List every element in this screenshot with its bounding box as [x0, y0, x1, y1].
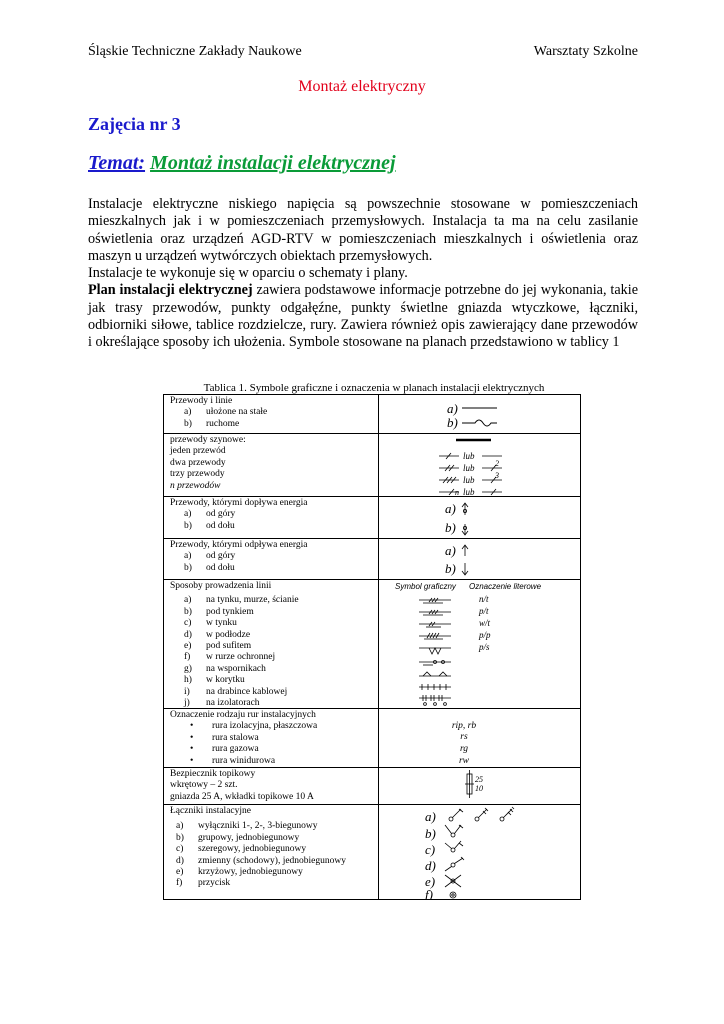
svg-text:25: 25: [475, 775, 483, 784]
svg-text:lub: lub: [463, 463, 475, 473]
sym-label: a): [447, 401, 458, 416]
svg-text:rs: rs: [460, 732, 468, 742]
row-supply-in: Przewody, którymi dopływa energia a) od góry b) od dołu a) b): [164, 497, 580, 539]
row-conductors: Przewody i linie a) ułożone na stałe b) ruchome a) b): [164, 395, 580, 434]
svg-text:n/t: n/t: [479, 594, 489, 604]
svg-text:w/t: w/t: [479, 618, 491, 628]
svg-text:n: n: [455, 488, 459, 496]
paragraph-2: Instalacje te wykonuje się w oparciu o schematy i plany.: [88, 265, 408, 282]
svg-text:a): a): [445, 543, 456, 558]
svg-text:Oznaczenie literowe: Oznaczenie literowe: [469, 582, 542, 591]
cell-title: Bezpiecznik topikowy: [170, 769, 256, 779]
svg-text:rg: rg: [459, 744, 469, 754]
topic-heading: [88, 152, 396, 175]
subject-title: Montaż elektryczny: [298, 78, 426, 95]
cell-title: przewody szynowe:: [170, 435, 246, 445]
topic-text: Montaż instalacji elektrycznej: [150, 152, 396, 174]
cell-title: Oznaczenie rodzaju rur instalacyjnych: [170, 710, 316, 720]
svg-text:e): e): [425, 874, 436, 889]
svg-text:2: 2: [495, 459, 499, 468]
plan-rest: zawiera podstawowe informacje potrzebne do jej wykonania, takie jak trasy przewodów, punkty odgałęźne, punkty świetlne gniazda wtyczkowe, łączniki, odbiorniki siłowe, tablice rozdzielcze, rury. Zawiera również opis zawierający dane przewodów i określające sposoby ich ułożenia. Symbole stosowane na planach przedstawiono w tablicy 1: [88, 282, 639, 351]
cell-title: Przewody, którymi odpływa energia: [170, 540, 308, 550]
busbar-symbols: [379, 434, 579, 496]
topic-label: Temat:: [88, 152, 146, 174]
svg-text:b): b): [445, 520, 456, 535]
switch-symbols: [379, 805, 579, 899]
cell-title: Przewody, którymi dopływa energia: [170, 498, 308, 508]
supply-in-symbols: [379, 497, 579, 538]
svg-text:p/s: p/s: [479, 642, 490, 652]
paragraph-plan: [88, 282, 638, 351]
sym-label: b): [447, 415, 458, 430]
svg-text:p/t: p/t: [479, 606, 489, 616]
svg-text:a): a): [445, 501, 456, 516]
header-left: Śląskie Techniczne Zakłady Naukowe: [88, 44, 302, 59]
cell-title: Łączniki instalacyjne: [170, 806, 251, 816]
svg-text:c): c): [425, 842, 436, 857]
item-text: ruchome: [206, 418, 240, 429]
row-routing: Sposoby prowadzenia linii a) na tynku, murze, ścianie b) pod tynkiem c) w tynku d) w podłodze e) pod sufitem f) w rurze ochronnej g) na wspornikach h) w korytku i) na drabince kablowej j) na izolatorach Symbol graficzny Oznaczenie literowe n/t p/t w/t p/p p/s: [164, 580, 580, 709]
svg-text:rw: rw: [458, 756, 470, 766]
symbols-table: [163, 394, 581, 900]
paragraph-1: Instalacje elektryczne niskiego napięcia są powszechnie stosowane w pomieszczeniach mieszkalnych jak i w pomieszczeniach przemysłowych. Instalacja ta ma na celu zasilanie oświetlenia oraz urządzeń AGD-RTV w pomieszczeniach mieszkalnych i oświetlenia oraz maszyn u urządzeń wytwórczych obiektach przemysłowych.: [88, 196, 638, 264]
svg-text:d): d): [425, 858, 436, 873]
table-caption: Tablica 1. Symbole graficzne i oznaczenia w planach instalacji elektrycznych: [203, 382, 545, 394]
svg-text:f): f): [425, 887, 433, 899]
row-switches: Łączniki instalacyjne a) wyłączniki 1-, 2-, 3-biegunowy b) grupowy, jednobiegunowy c) szeregowy, jednobiegunowy d) zmienny (schodowy), jednobiegunowy e) krzyżowy, jednobiegunowy f) przycisk a) b) c) d) e) f): [164, 805, 580, 899]
header-right: Warsztaty Szkolne: [533, 44, 638, 59]
fuse-symbol: [379, 768, 579, 804]
svg-text:lub: lub: [463, 487, 475, 496]
svg-text:Symbol graficzny: Symbol graficzny: [395, 582, 456, 591]
conductor-symbols: [379, 395, 579, 433]
routing-symbols: [379, 580, 579, 708]
conduit-codes: [379, 709, 579, 767]
svg-text:a): a): [425, 809, 436, 824]
svg-text:3: 3: [495, 471, 499, 480]
row-busbar: przewody szynowe: jeden przewód dwa przewody trzy przewody n przewodów lub lub lub lub 2 3 n: [164, 434, 580, 497]
row-fuse: Bezpiecznik topikowy wkrętowy – 2 szt. gniazda 25 A, wkładki topikowe 10 A 25 10: [164, 768, 580, 805]
svg-text:p/p: p/p: [479, 630, 491, 640]
svg-text:10: 10: [475, 784, 483, 793]
lesson-number: Zajęcia nr 3: [88, 114, 181, 134]
row-supply-out: Przewody, którymi odpływa energia a) od góry b) od dołu a) b): [164, 539, 580, 580]
svg-text:rip, rb: rip, rb: [451, 721, 477, 731]
svg-text:lub: lub: [463, 475, 475, 485]
body-text: [88, 196, 638, 352]
svg-text:b): b): [425, 826, 436, 841]
cell-title: Przewody i linie: [170, 396, 233, 406]
cell-title: Sposoby prowadzenia linii: [170, 581, 272, 591]
item-text: ułożone na stałe: [206, 407, 268, 418]
svg-text:lub: lub: [463, 451, 475, 461]
plan-bold: Plan instalacji elektrycznej: [88, 282, 253, 299]
row-conduits: Oznaczenie rodzaju rur instalacyjnych • rura izolacyjna, płaszczowa • rura stalowa • rura gazowa • rura winidurowa rip, rb rs rg rw: [164, 709, 580, 768]
svg-text:b): b): [445, 561, 456, 576]
supply-out-symbols: [379, 539, 579, 579]
